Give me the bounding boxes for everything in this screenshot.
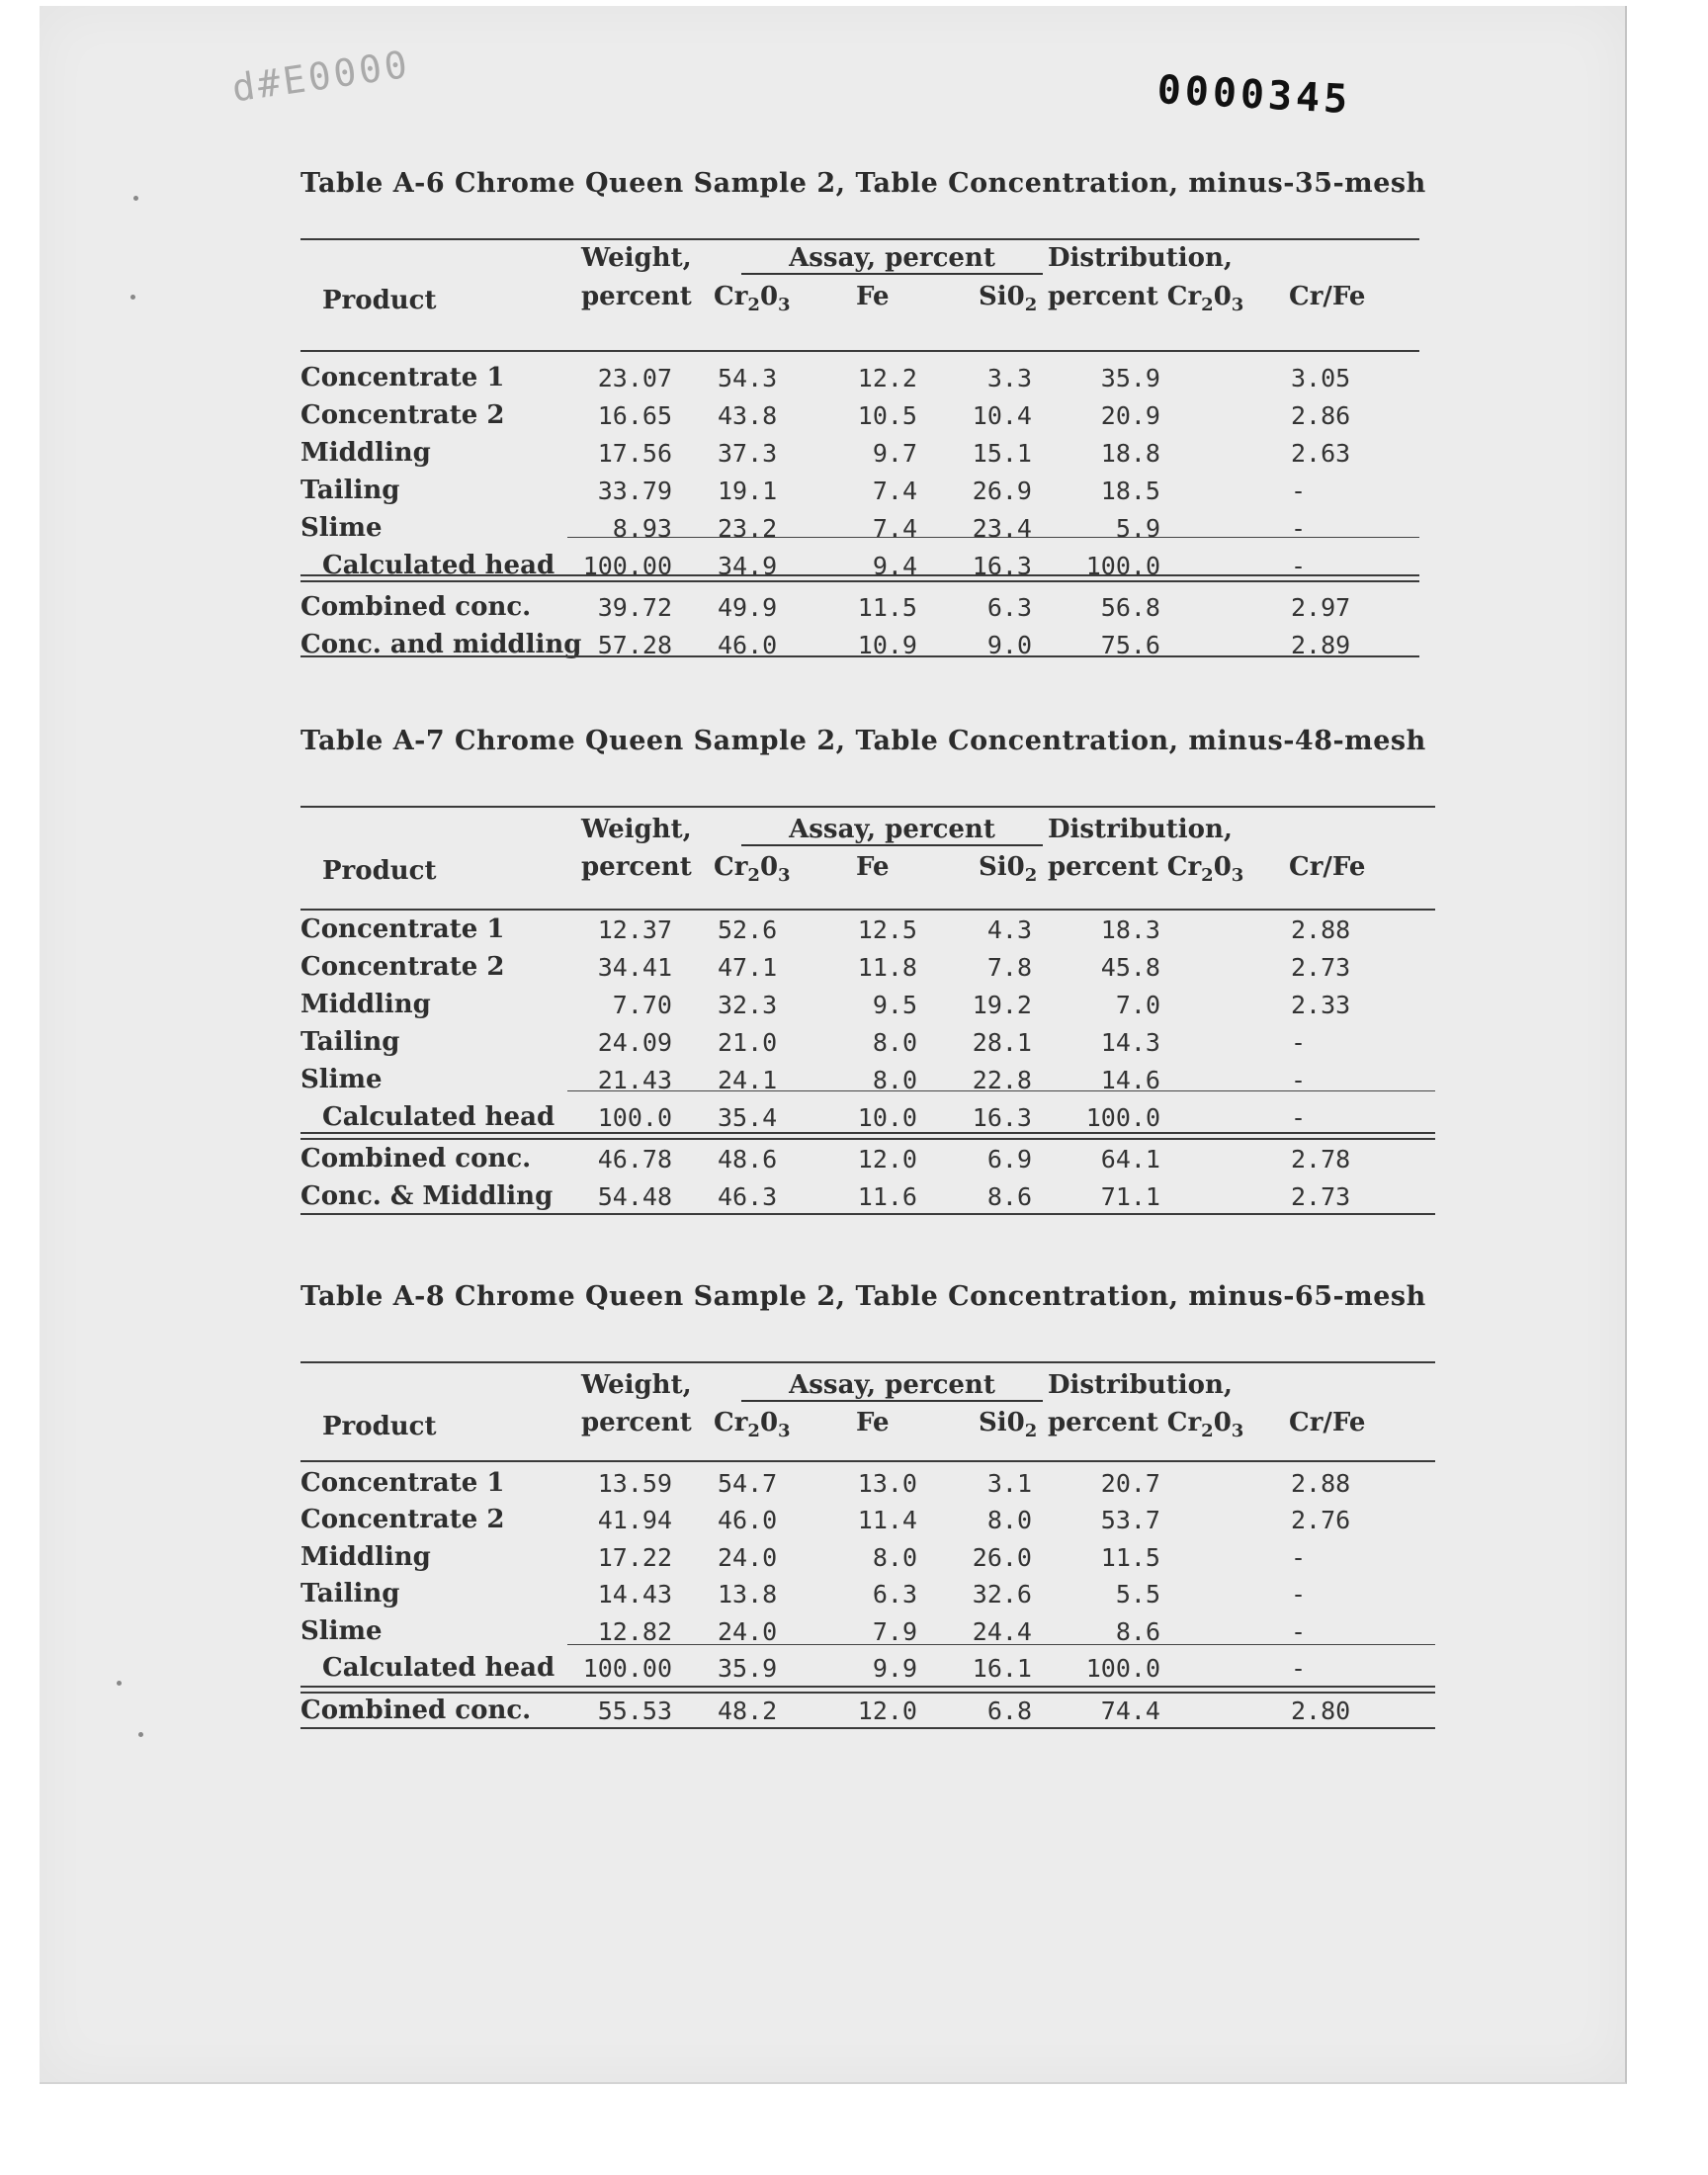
subscript: 2 [747,295,760,315]
header-assay-span: Assay, percent [741,815,1043,846]
cell-crfe: 2.63 [1291,439,1351,468]
subscript: 2 [1024,865,1038,886]
cell-sio2: 7.8 [986,953,1032,982]
cr-label: Cr [714,1408,748,1437]
si-label: Si0 [979,852,1025,882]
cell-sio2: 9.0 [986,631,1032,659]
cr-label: Cr [714,282,748,311]
cell-dist: 71.1 [1100,1182,1160,1211]
cell-weight: 57.28 [597,631,672,659]
cell-fe: 10.5 [857,401,917,430]
cell-fe: 7.9 [872,1617,917,1646]
cell-fe: 12.5 [857,915,917,944]
scan-speck [133,196,138,201]
row-product: Calculated head [322,1102,555,1132]
cell-sio2: 10.4 [972,401,1032,430]
cell-fe: 9.4 [872,552,917,580]
cell-cr2o3: 23.2 [718,514,778,543]
header-rule [300,350,1419,352]
cell-dist: 56.8 [1100,593,1160,622]
cell-fe: 11.4 [857,1506,917,1534]
cell-fe: 12.0 [857,1696,917,1725]
header-fe: Fe [856,852,890,882]
cell-weight: 100.00 [582,1654,672,1683]
cell-crfe: 2.97 [1291,593,1351,622]
cell-crfe: - [1291,514,1307,543]
cell-crfe: 2.86 [1291,401,1351,430]
cell-sio2: 22.8 [972,1066,1032,1094]
subscript: 2 [747,865,760,886]
cell-cr2o3: 43.8 [718,401,778,430]
cell-dist: 11.5 [1100,1543,1160,1572]
cell-sio2: 23.4 [972,514,1032,543]
cell-fe: 9.5 [872,991,917,1019]
header-fe: Fe [856,1408,890,1437]
header-product: Product [322,1412,437,1441]
subscript: 2 [1024,295,1038,315]
row-product: Concentrate 2 [300,1505,505,1534]
cell-dist: 20.9 [1100,401,1160,430]
header-distribution-cr2o3 [1048,1408,1243,1441]
cell-fe: 8.0 [872,1066,917,1094]
cell-dist: 14.6 [1100,1066,1160,1094]
cell-fe: 10.9 [857,631,917,659]
cell-cr2o3: 47.1 [718,953,778,982]
header-cr2o3 [714,1408,791,1441]
cell-sio2: 6.9 [986,1145,1032,1174]
total-double-rule [300,1132,1435,1140]
cell-cr2o3: 13.8 [718,1580,778,1609]
header-weight: Weight, [581,1370,692,1400]
cell-dist: 14.3 [1100,1028,1160,1057]
cell-cr2o3: 46.0 [718,631,778,659]
table-title: Table A-6 Chrome Queen Sample 2, Table Concentration, minus-35-mesh [300,168,1426,199]
subtotal-rule [567,1090,1435,1091]
cell-fe: 6.3 [872,1580,917,1609]
subscript: 3 [778,295,791,315]
table-title: Table A-7 Chrome Queen Sample 2, Table Concentration, minus-48-mesh [300,726,1426,756]
cell-cr2o3: 24.0 [718,1617,778,1646]
cell-crfe: 2.78 [1291,1145,1351,1174]
cell-crfe: 2.89 [1291,631,1351,659]
cell-weight: 46.78 [597,1145,672,1174]
row-product: Concentrate 1 [300,1468,505,1498]
cell-weight: 12.37 [597,915,672,944]
cell-fe: 12.0 [857,1145,917,1174]
total-double-rule [300,1686,1435,1694]
cell-crfe: 2.76 [1291,1506,1351,1534]
subscript: 2 [1024,1421,1038,1441]
cell-crfe: - [1291,1066,1307,1094]
row-product: Slime [300,1616,383,1646]
cell-weight: 17.56 [597,439,672,468]
cell-crfe: - [1291,1654,1307,1683]
cell-dist: 7.0 [1115,991,1160,1019]
cell-cr2o3: 24.1 [718,1066,778,1094]
cell-weight: 23.07 [597,364,672,392]
cell-weight: 41.94 [597,1506,672,1534]
row-product: Slime [300,513,383,543]
cell-fe: 9.9 [872,1654,917,1683]
subscript: 2 [747,1421,760,1441]
cell-crfe: 3.05 [1291,364,1351,392]
header-crfe: Cr/Fe [1289,852,1366,882]
cell-weight: 34.41 [597,953,672,982]
cell-weight: 21.43 [597,1066,672,1094]
cell-cr2o3: 48.6 [718,1145,778,1174]
cell-crfe: - [1291,477,1307,505]
row-product: Calculated head [322,1653,555,1683]
oxide-label: 0 [1213,1408,1232,1437]
cell-cr2o3: 32.3 [718,991,778,1019]
cell-cr2o3: 35.4 [718,1103,778,1132]
row-product: Combined conc. [300,1144,532,1174]
top-rule [300,238,1419,240]
cell-cr2o3: 54.3 [718,364,778,392]
row-product: Calculated head [322,551,555,580]
dist-label: percent Cr [1048,1408,1202,1437]
cell-sio2: 3.1 [986,1469,1032,1498]
cell-sio2: 26.9 [972,477,1032,505]
header-distribution: Distribution, [1048,1370,1233,1400]
cell-fe: 13.0 [857,1469,917,1498]
cell-sio2: 16.3 [972,1103,1032,1132]
oxide-label: 0 [1213,282,1232,311]
header-assay-span: Assay, percent [741,1370,1043,1402]
header-weight: Weight, [581,243,692,273]
oxide-label: 0 [759,282,779,311]
cell-sio2: 4.3 [986,915,1032,944]
cell-weight: 33.79 [597,477,672,505]
cell-sio2: 8.6 [986,1182,1032,1211]
cell-weight: 12.82 [597,1617,672,1646]
subscript: 2 [1201,865,1214,886]
header-sio2 [979,282,1037,315]
header-cr2o3 [714,852,791,886]
header-rule [300,1460,1435,1462]
subscript: 3 [1231,295,1244,315]
cr-label: Cr [714,852,748,882]
header-fe: Fe [856,282,890,311]
row-product: Concentrate 1 [300,914,505,944]
table-title: Table A-8 Chrome Queen Sample 2, Table Concentration, minus-65-mesh [300,1281,1426,1312]
cell-fe: 7.4 [872,477,917,505]
header-distribution-cr2o3 [1048,282,1243,315]
cell-cr2o3: 34.9 [718,552,778,580]
cell-fe: 10.0 [857,1103,917,1132]
cell-sio2: 24.4 [972,1617,1032,1646]
row-product: Concentrate 2 [300,400,505,430]
cell-sio2: 3.3 [986,364,1032,392]
cell-crfe: - [1291,1617,1307,1646]
row-product: Tailing [300,1027,400,1057]
cell-crfe: 2.88 [1291,1469,1351,1498]
oxide-label: 0 [759,1408,779,1437]
header-assay-span: Assay, percent [741,243,1043,275]
cell-fe: 11.8 [857,953,917,982]
subscript: 3 [778,865,791,886]
dist-label: percent Cr [1048,852,1202,882]
row-product: Conc. and middling [300,630,582,659]
header-cr2o3 [714,282,791,315]
cell-fe: 8.0 [872,1028,917,1057]
subscript: 2 [1201,295,1214,315]
cell-weight: 7.70 [612,991,672,1019]
cell-crfe: - [1291,1580,1307,1609]
row-product: Tailing [300,476,400,505]
cell-fe: 9.7 [872,439,917,468]
cell-cr2o3: 46.3 [718,1182,778,1211]
header-distribution: Distribution, [1048,243,1233,273]
cell-crfe: 2.33 [1291,991,1351,1019]
cell-cr2o3: 21.0 [718,1028,778,1057]
oxide-label: 0 [759,852,779,882]
cell-dist: 100.0 [1085,1654,1160,1683]
document-number: 0000345 [1155,67,1353,124]
top-rule [300,1361,1435,1363]
row-product: Slime [300,1065,383,1094]
cell-cr2o3: 46.0 [718,1506,778,1534]
total-double-rule [300,574,1419,582]
cell-weight: 39.72 [597,593,672,622]
header-sio2 [979,852,1037,886]
cell-cr2o3: 35.9 [718,1654,778,1683]
cell-sio2: 15.1 [972,439,1032,468]
header-distribution-cr2o3 [1048,852,1243,886]
header-crfe: Cr/Fe [1289,1408,1366,1437]
cell-fe: 11.5 [857,593,917,622]
cell-crfe: 2.80 [1291,1696,1351,1725]
cell-crfe: 2.88 [1291,915,1351,944]
cell-dist: 53.7 [1100,1506,1160,1534]
cell-cr2o3: 19.1 [718,477,778,505]
si-label: Si0 [979,282,1025,311]
cell-sio2: 8.0 [986,1506,1032,1534]
cell-sio2: 6.8 [986,1696,1032,1725]
header-product: Product [322,286,437,315]
cell-cr2o3: 52.6 [718,915,778,944]
cell-weight: 55.53 [597,1696,672,1725]
row-product: Middling [300,1542,431,1572]
cell-crfe: - [1291,552,1307,580]
header-crfe: Cr/Fe [1289,282,1366,311]
header-distribution: Distribution, [1048,815,1233,844]
cell-weight: 13.59 [597,1469,672,1498]
cell-cr2o3: 37.3 [718,439,778,468]
subscript: 3 [1231,1421,1244,1441]
cell-weight: 8.93 [612,514,672,543]
header-weight: Weight, [581,815,692,844]
cell-fe: 7.4 [872,514,917,543]
subscript: 2 [1201,1421,1214,1441]
cell-sio2: 6.3 [986,593,1032,622]
cell-weight: 54.48 [597,1182,672,1211]
subscript: 3 [1231,865,1244,886]
cell-dist: 64.1 [1100,1145,1160,1174]
bottom-rule [300,1727,1435,1729]
cell-crfe: - [1291,1103,1307,1132]
cell-dist: 45.8 [1100,953,1160,982]
cell-dist: 18.5 [1100,477,1160,505]
row-product: Tailing [300,1579,400,1609]
header-sio2 [979,1408,1037,1441]
cell-cr2o3: 49.9 [718,593,778,622]
oxide-label: 0 [1213,852,1232,882]
cell-weight: 14.43 [597,1580,672,1609]
dist-label: percent Cr [1048,282,1202,311]
cell-dist: 35.9 [1100,364,1160,392]
cell-fe: 11.6 [857,1182,917,1211]
cell-cr2o3: 54.7 [718,1469,778,1498]
header-weight-percent: percent [581,1408,692,1437]
cell-fe: 8.0 [872,1543,917,1572]
header-rule [300,909,1435,911]
cell-weight: 17.22 [597,1543,672,1572]
cell-dist: 18.8 [1100,439,1160,468]
cell-dist: 75.6 [1100,631,1160,659]
cell-dist: 100.0 [1085,1103,1160,1132]
scan-speck [117,1681,122,1686]
cell-dist: 8.6 [1115,1617,1160,1646]
cell-fe: 12.2 [857,364,917,392]
header-weight-percent: percent [581,852,692,882]
scan-speck [138,1732,143,1737]
cell-crfe: 2.73 [1291,1182,1351,1211]
cell-sio2: 28.1 [972,1028,1032,1057]
cell-crfe: - [1291,1028,1307,1057]
cell-dist: 100.0 [1085,552,1160,580]
cell-sio2: 19.2 [972,991,1032,1019]
subtotal-rule [567,537,1419,538]
subscript: 3 [778,1421,791,1441]
subtotal-rule [567,1644,1435,1645]
cell-crfe: - [1291,1543,1307,1572]
scan-speck [130,295,135,300]
cell-dist: 20.7 [1100,1469,1160,1498]
bottom-rule [300,1213,1435,1215]
cell-sio2: 26.0 [972,1543,1032,1572]
cell-dist: 74.4 [1100,1696,1160,1725]
cell-sio2: 16.1 [972,1654,1032,1683]
cell-cr2o3: 48.2 [718,1696,778,1725]
cell-weight: 16.65 [597,401,672,430]
bottom-rule [300,655,1419,657]
header-weight-percent: percent [581,282,692,311]
cell-sio2: 16.3 [972,552,1032,580]
row-product: Concentrate 1 [300,363,505,392]
cell-dist: 5.9 [1115,514,1160,543]
si-label: Si0 [979,1408,1025,1437]
row-product: Combined conc. [300,1696,532,1725]
row-product: Middling [300,990,431,1019]
row-product: Concentrate 2 [300,952,505,982]
cell-weight: 100.00 [582,552,672,580]
cell-crfe: 2.73 [1291,953,1351,982]
cell-cr2o3: 24.0 [718,1543,778,1572]
row-product: Middling [300,438,431,468]
cell-weight: 24.09 [597,1028,672,1057]
faint-stamp-number: d#E0000 [229,42,413,111]
cell-weight: 100.0 [597,1103,672,1132]
row-product: Combined conc. [300,592,532,622]
row-product: Conc. & Middling [300,1181,554,1211]
top-rule [300,806,1435,808]
header-product: Product [322,856,437,886]
cell-dist: 5.5 [1115,1580,1160,1609]
cell-sio2: 32.6 [972,1580,1032,1609]
cell-dist: 18.3 [1100,915,1160,944]
